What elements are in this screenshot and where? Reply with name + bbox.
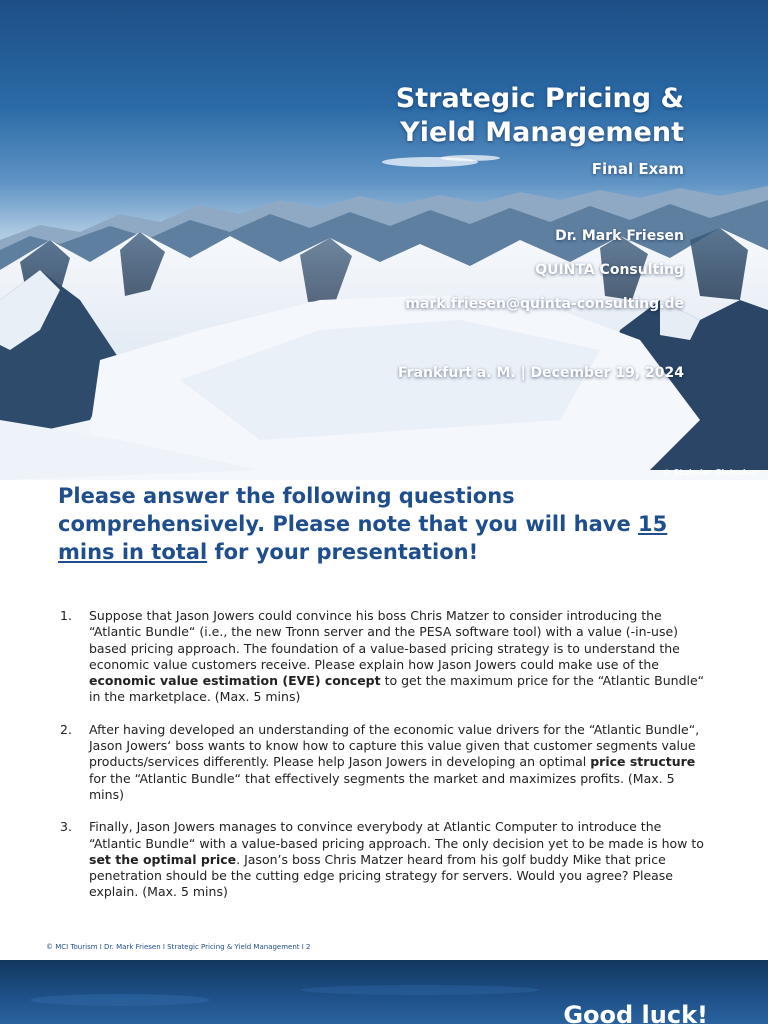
title-line-2: Yield Management	[400, 117, 684, 148]
question-number: 2.	[60, 721, 72, 737]
question-text-end: to get the maximum price for the “Atlantic Bundle“ in the marketplace. (Max. 5 mins)	[89, 673, 705, 705]
presentation-subtitle: Final Exam	[591, 160, 684, 178]
question-key-term: price structure	[590, 754, 696, 770]
question-item-3	[58, 819, 708, 900]
instructions-heading	[58, 482, 708, 566]
question-list	[58, 608, 708, 901]
company-name: QUINTA Consulting	[535, 262, 684, 278]
question-text-end: for the “Atlantic Bundle“ that effectively segments the market and maximizes profits. (Max. 5 mins)	[89, 770, 675, 802]
presentation-title	[396, 82, 684, 150]
author-email: mark.friesen@quinta-consulting.de	[405, 296, 684, 312]
instructions-text-part-1: Please answer the following questions comprehensively. Please note that you will have	[58, 484, 638, 536]
instructions-text-part-2: for your presentation!	[207, 540, 479, 564]
question-key-term: economic value estimation (EVE) concept	[89, 673, 381, 689]
cover-slide	[0, 0, 768, 480]
good-luck-text: Good luck!	[563, 1001, 708, 1024]
question-text-end: . Jason’s boss Chris Matzer heard from his golf buddy Mike that price penetration should be the cutting edge pricing strategy for servers. Would you agree? Please explain. (Max. 5 mins)	[89, 851, 674, 900]
photo-credit: © Stubaier Gletscher	[662, 468, 758, 477]
question-key-term: set the optimal price	[89, 851, 237, 867]
time-limit-emphasis: 15 mins in total	[58, 512, 668, 564]
question-text: Suppose that Jason Jowers could convince his boss Chris Matzer to consider introducing the “Atlantic Bundle“ (i.e., the new Tronn server and the PESA software tool) with a value (-in-use) based pricing approach. The foundation of a value-based pricing strategy is to understand the economic value customers receive. Please explain how Jason Jowers could make use of the	[89, 608, 680, 672]
slide-footer: © MCI Tourism I Dr. Mark Friesen I Strategic Pricing & Yield Management I 2	[46, 943, 311, 951]
question-item-2	[58, 722, 708, 803]
question-number: 3.	[60, 819, 72, 835]
closing-slide	[0, 960, 768, 1024]
title-line-1: Strategic Pricing &	[395, 83, 684, 114]
author-name: Dr. Mark Friesen	[555, 228, 684, 244]
questions-slide	[0, 480, 768, 960]
question-text: After having developed an understanding of the economic value drivers for the “Atlantic Bundle“, Jason Jowers‘ boss wants to know how to capture this value given that customer segments value products/services differently. Please help Jason Jowers in developing an optimal	[89, 721, 700, 770]
question-item-1	[58, 608, 708, 706]
location-date: Frankfurt a. M. | December 19, 2024	[397, 365, 684, 381]
question-number: 1.	[60, 608, 72, 623]
question-text: Finally, Jason Jowers manages to convince everybody at Atlantic Computer to introduce the “Atlantic Bundle“ with a value-based pricing approach. The only decision yet to be made is how to	[89, 819, 704, 851]
